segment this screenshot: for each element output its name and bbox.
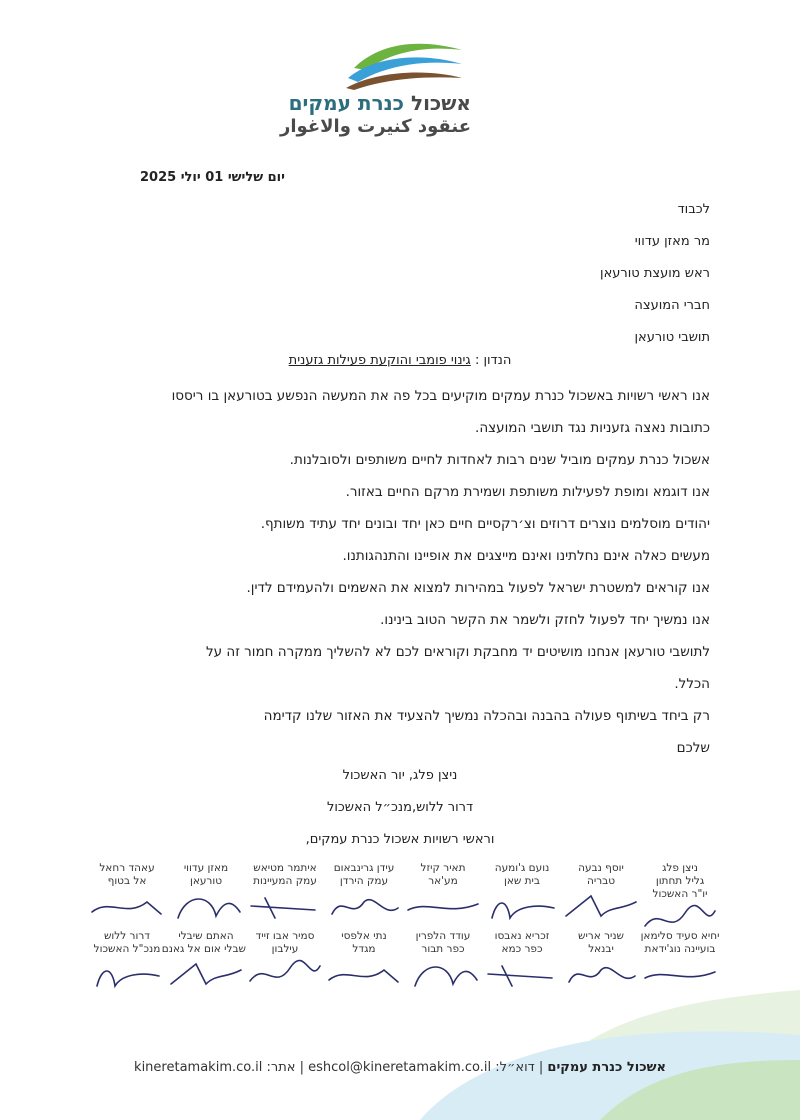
letter-date: יום שלישי 01 יולי 2025 (140, 170, 285, 185)
signature-scribble-icon (87, 956, 167, 994)
signatory-name: נתי אלפסי (341, 930, 387, 942)
signature-scribble-icon (245, 888, 325, 926)
letter-subject: הנדון : גינוי פומבי והוקעת פעילות גזענית (288, 353, 512, 368)
signature-scribble-icon (324, 888, 404, 926)
footer-site[interactable]: kineretamakim.co.il (134, 1060, 263, 1075)
signatory-name: נועם ג'ומעה (494, 862, 550, 874)
addressee-line: ראש מועצת טורעאן (600, 266, 710, 281)
signatory-block (87, 862, 167, 926)
signatory-block (161, 930, 246, 994)
signatory-place: עילבון (271, 943, 299, 955)
body-line: אנו דוגמא ומופת לפעילות משותפת ושמירת מרקם החיים באזור. (345, 484, 710, 500)
signatory-place: יבנאל (588, 943, 614, 955)
closing-line: דרור ללוש,מנכ״ל האשכול (326, 800, 474, 815)
body-line: אנו קוראים למשטרת ישראל לפעול במהירות למצוא את האשמים ולהעמידם לדין. (246, 580, 710, 596)
signatory-name: עודד הלפרין (415, 930, 471, 942)
logo-title: אשכול כנרת עמקים (288, 91, 471, 115)
signatory-block (640, 862, 720, 939)
body-line: יהודים מוסלמים נוצרים דרוזים וצ׳רקסיים חיים כאן יחד ובונים יחד עתיד משותף. (260, 516, 710, 532)
signatory-name: יחיא סעיד סלימאן (640, 930, 720, 942)
body-line: אנו ראשי רשויות באשכול כנרת עמקים מוקיעים בכל פה את המעשה הנפשע בטורעאן בו ריססו (171, 388, 710, 404)
addressee-line: חברי המועצה (634, 298, 710, 313)
body-line: אשכול כנרת עמקים מוביל שנים רבות לאחדות לחיים משותפים ולסובלנות. (289, 452, 710, 468)
signatory-block (87, 930, 167, 994)
signature-scribble-icon (482, 956, 562, 994)
logo-subtitle: عنقود كنيرت والاغوار (280, 116, 471, 137)
body-line: לתושבי טורעאן אנחנו מושיטים יד מחבקת וקוראים לכם לא להשליך ממקרה חמור זה על (205, 644, 710, 660)
signature-scribble-icon (640, 956, 720, 994)
signatory-name: ניצן פלג (662, 862, 698, 874)
signatory-place: עמק הירדן (339, 875, 389, 887)
signatory-place: אל בטוף (107, 875, 147, 887)
signature-scribble-icon (87, 888, 167, 926)
signatory-name: שניר אריש (578, 930, 624, 942)
signatory-block (403, 930, 483, 994)
signatory-name: האתם שיבלי (178, 930, 234, 942)
signature-scribble-icon (482, 888, 562, 926)
signatory-place: בועיינה נוג'ידאת (644, 943, 716, 955)
signatory-block (482, 930, 562, 994)
signatory-block (561, 862, 641, 926)
footer-site-label: | אתר: (266, 1060, 304, 1075)
addressee-line: מר מאזן עדווי (634, 234, 710, 249)
signature-scribble-icon (166, 888, 246, 926)
body-line: הכלל. (674, 676, 710, 692)
signatory-place: בית שאן (504, 875, 540, 887)
signatory-place: כפר כמא (501, 943, 543, 955)
signatory-block (245, 862, 325, 926)
signatory-name: דרור ללוש (103, 930, 151, 942)
signatory-role: יו"ר האשכול (652, 888, 708, 900)
signatory-name: זכריא נאבסו (494, 930, 550, 942)
org-logo (280, 38, 471, 138)
addressee-line: לכבוד (677, 202, 710, 217)
footer-org: אשכול כנרת עמקים (547, 1060, 666, 1075)
signatory-name: עידן גרינבאום (333, 862, 395, 874)
signatory-block (166, 862, 246, 926)
logo-waves-icon (344, 38, 464, 90)
signature-scribble-icon (324, 956, 404, 994)
signatory-block (245, 930, 325, 994)
letter-footer (0, 1060, 800, 1075)
signature-scribble-icon (403, 888, 483, 926)
signatory-place: טבריה (586, 875, 615, 887)
signatory-place: מגדל (352, 943, 376, 955)
signatory-block (482, 862, 562, 926)
signature-scribble-icon (561, 888, 641, 926)
signatory-block (640, 930, 720, 994)
signatory-place: שבלי אום אל גאנם (161, 943, 246, 955)
signatory-name: תאיר קיזל (420, 862, 466, 874)
signatory-name: סמיר אבו זייד (255, 930, 315, 942)
signatory-block (324, 930, 404, 994)
signatory-name: מאזן עדווי (183, 862, 229, 874)
footer-email[interactable]: eshcol@kineretamakim.co.il (308, 1060, 492, 1075)
signatory-place: מנכ"ל האשכול (93, 943, 161, 955)
signatory-place: טורעאן (189, 875, 223, 887)
body-line: שלכם (676, 740, 710, 756)
signature-scribble-icon (403, 956, 483, 994)
addressee-line: תושבי טורעאן (634, 330, 710, 345)
signatory-place: מע'אר (428, 875, 458, 887)
signatory-place: גליל תחתון (655, 875, 705, 887)
signatory-block (561, 930, 641, 994)
signatory-block (403, 862, 483, 926)
signatory-name: יוסף נבעה (578, 862, 624, 874)
signature-scribble-icon (166, 956, 246, 994)
signatory-name: איתמר מטיאש (253, 862, 317, 874)
body-line: מעשים כאלה אינם נחלתינו ואינם מייצגים את אופיינו והתנהגותנו. (342, 548, 710, 564)
footer-email-label: | דוא״ל: (495, 1060, 544, 1075)
signatory-block (324, 862, 404, 926)
signature-scribble-icon (561, 956, 641, 994)
body-line: כתובות נאצה גזעניות נגד תושבי המועצה. (475, 420, 710, 436)
closing-line: וראשי רשויות אשכול כנרת עמקים, (305, 832, 495, 847)
signatory-place: עמק המעיינות (253, 875, 317, 887)
body-line: אנו נמשיך יחד לפעול לחזק ולשמר את הקשר הטוב בינינו. (380, 612, 710, 628)
closing-line: ניצן פלג, יור האשכול (342, 768, 458, 783)
signature-scribble-icon (245, 956, 325, 994)
signatory-name: עאהד רחאל (99, 862, 155, 874)
body-line: רק ביחד בשיתוף פעולה בהבנה ובהכלה נמשיך להצעיד את האזור שלנו קדימה (263, 708, 710, 724)
signatory-place: כפר תבור (421, 943, 465, 955)
